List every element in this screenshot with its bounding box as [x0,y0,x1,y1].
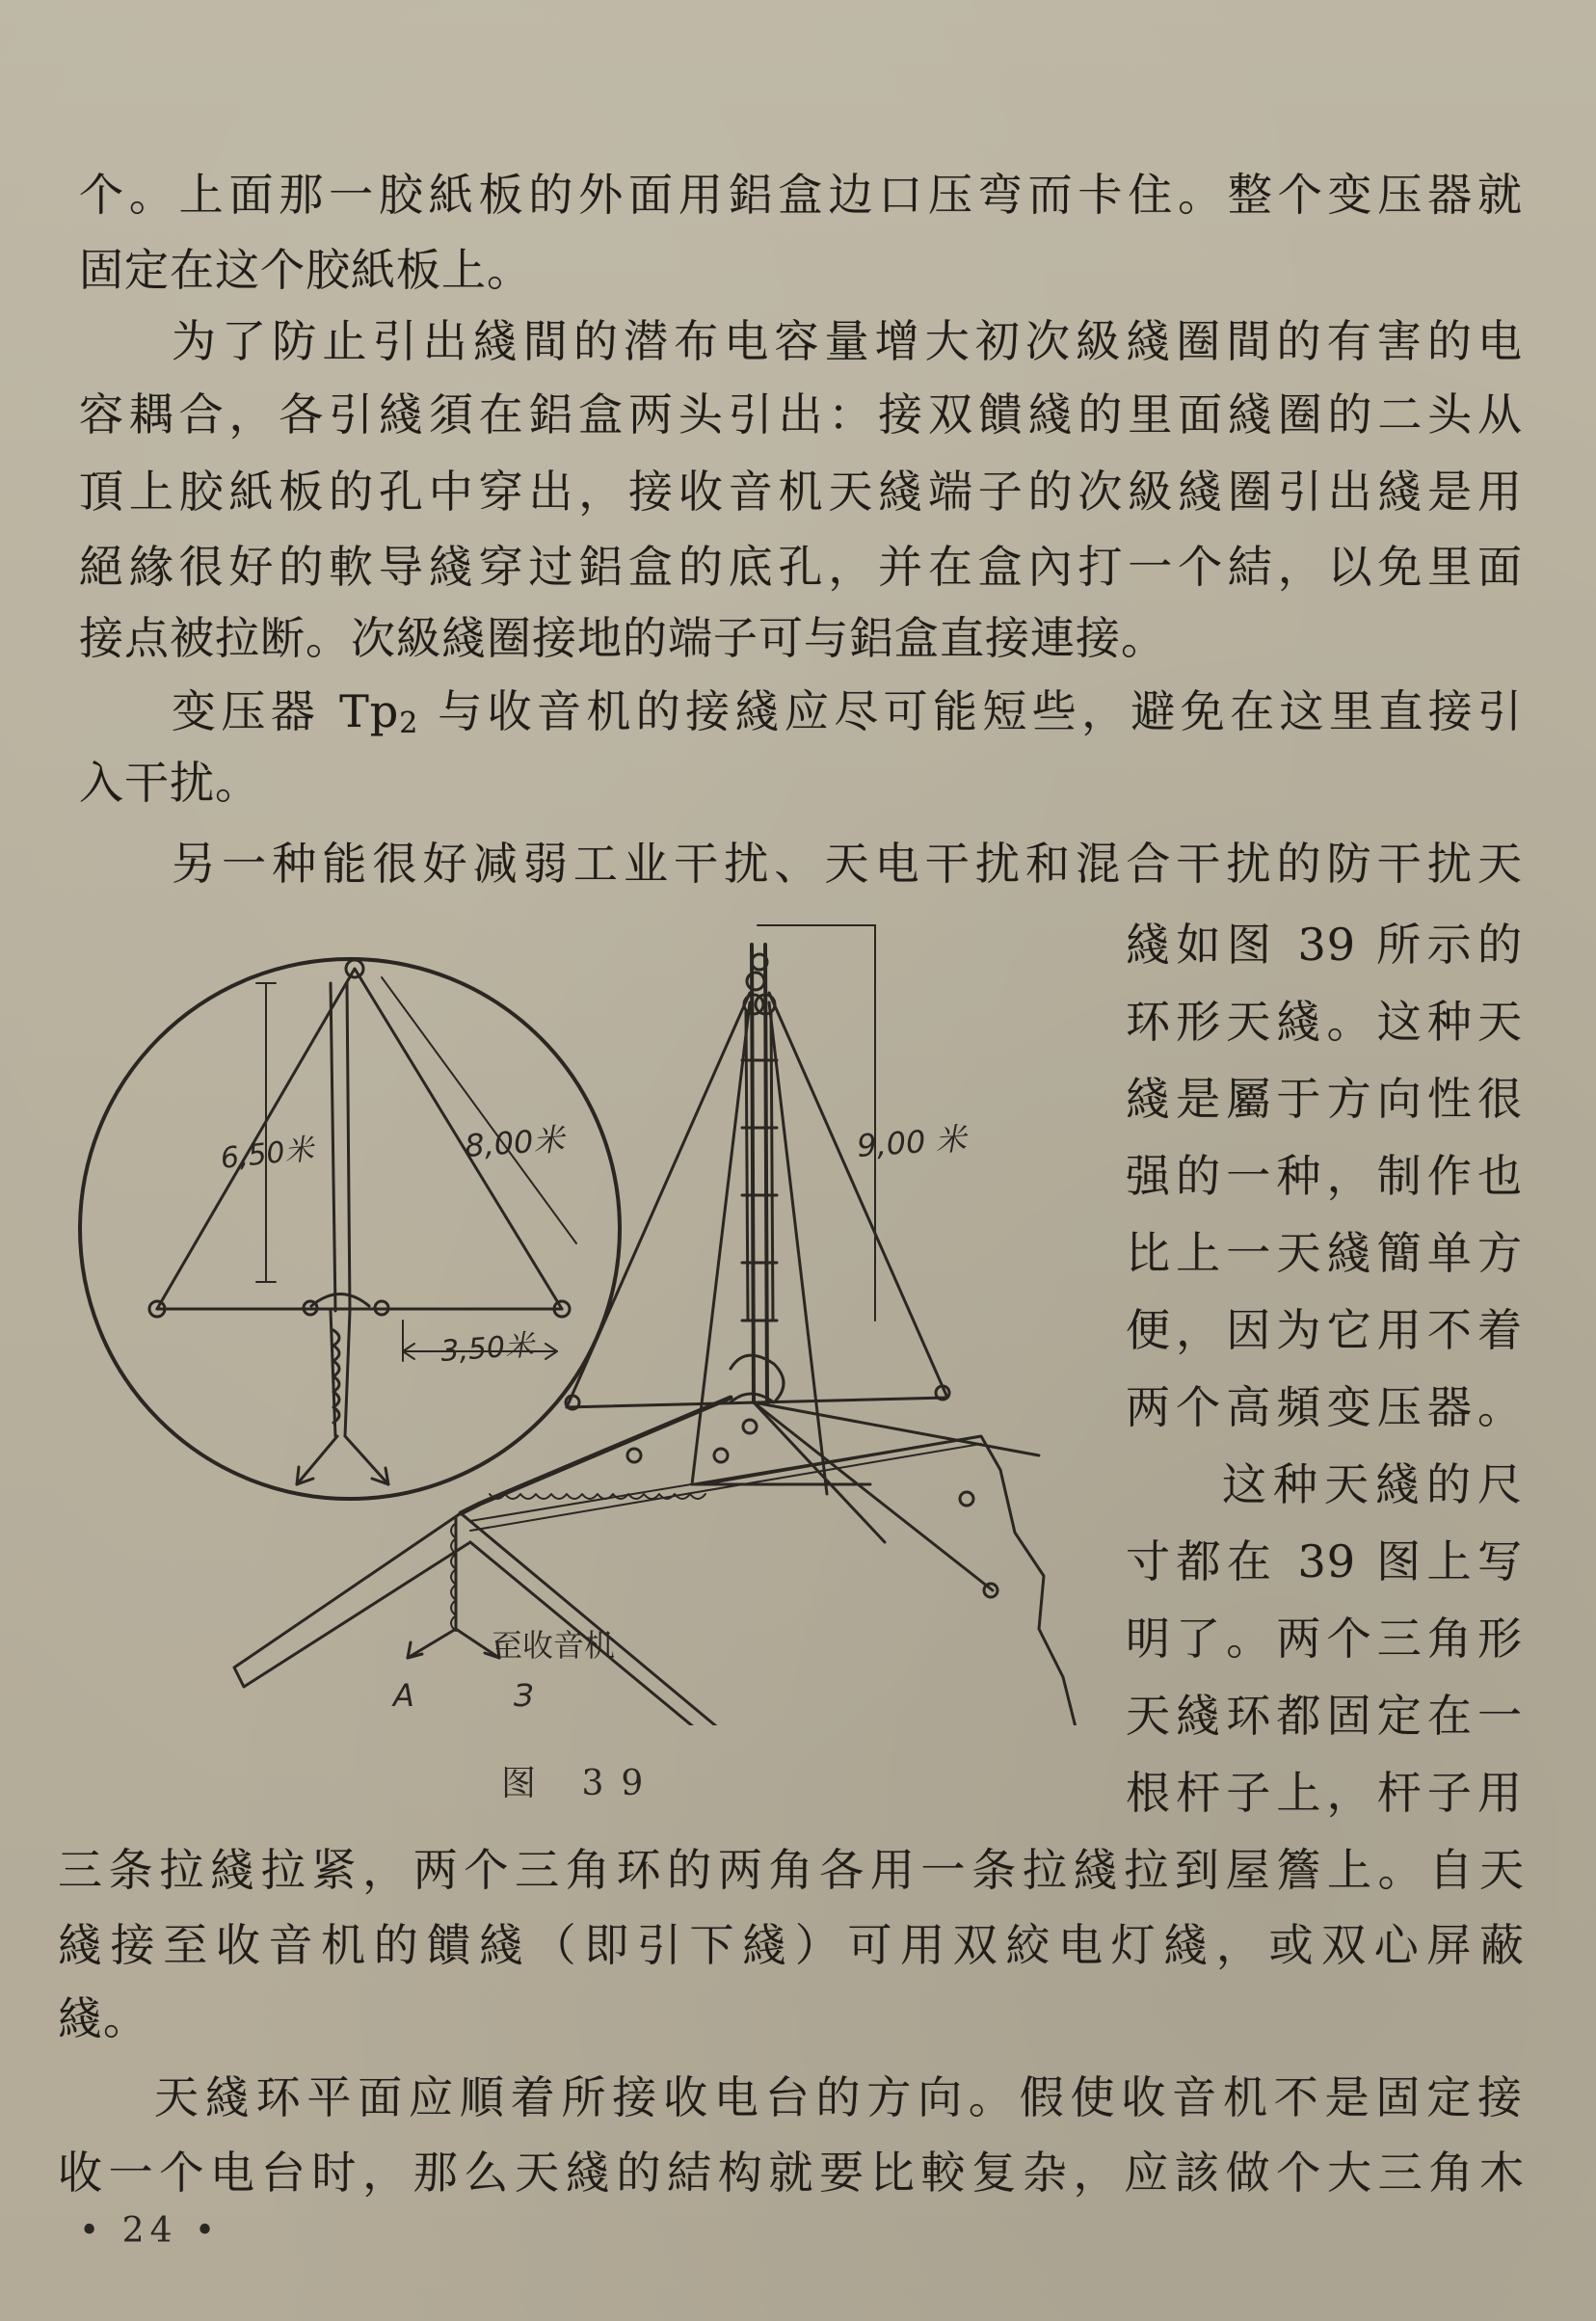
text-line: 比上一天綫簡单方 [1126,1227,1523,1279]
dimension-side-label: 8,00米 [463,1120,566,1164]
figure-caption: 图 39 [501,1764,661,1803]
terminal-a-label: A [393,1677,414,1714]
text-line: 强的一种，制作也 [1126,1150,1523,1202]
text-line: 絕緣很好的軟导綫穿过鋁盒的底孔，并在盒內打一个結，以免里面 [79,541,1523,593]
text-line: 三条拉綫拉紧，两个三角环的两角各用一条拉綫拉到屋簷上。自天 [58,1844,1525,1896]
text-line: 綫接至收音机的饋綫（即引下綫）可用双絞电灯綫，或双心屏蔽 [58,1919,1525,1971]
mast-assembly [461,925,1039,1597]
text-line: 根杆子上，杆子用 [1126,1767,1523,1819]
text-line: 綫。 [58,1992,148,2044]
roof-structure [234,1436,1077,1725]
text-line: 寸都在 39 图上写 [1126,1535,1523,1587]
dimension-base-label: 3,50米 [439,1328,536,1369]
text-line: 容耦合，各引綫須在鋁盒两头引出：接双饋綫的里面綫圈的二头从 [79,388,1523,440]
text-line: 个。上面那一胶紙板的外面用鋁盒边口压弯而卡住。整个变压器就 [79,169,1523,221]
terminal-b-label: З [514,1677,534,1714]
inset-detail [80,959,620,1499]
text-line: 明了。两个三角形 [1126,1613,1523,1665]
subscript: 2 [399,707,419,740]
text-line: 入干扰。 [79,757,260,809]
text-line: 綫如图 39 所示的 [1126,919,1523,971]
text-line: 固定在这个胶紙板上。 [79,244,532,296]
text-line: 天綫环平面应順着所接收电台的方向。假使收音机不是固定接 [154,2071,1523,2123]
text-line: 收一个电台时，那么天綫的結构就要比較复杂，应該做个大三角木 [58,2147,1525,2199]
text-line-with-subscript [172,684,1523,751]
text-line: 两个高頻变压器。 [1126,1381,1523,1433]
dimension-height-label: 6,50米 [219,1133,316,1176]
page-number: • 24 • [79,2211,222,2251]
text-line: 綫是屬于方向性很 [1126,1073,1523,1125]
text-line: 这种天綫的尺 [1222,1458,1523,1510]
text-line: 便，因为它用不着 [1126,1304,1523,1356]
dimension-mast-label: 9,00 米 [855,1120,968,1164]
figure-39-antenna-illustration [75,916,1116,1725]
text-fragment: 与收音机的接綫应尽可能短些，避免在这里直接引 [418,685,1523,737]
text-line: 为了防止引出綫間的潜布电容量增大初次級綫圈間的有害的电 [172,315,1523,367]
text-line: 另一种能很好减弱工业干扰、天电干扰和混合干扰的防干扰天 [172,838,1523,890]
to-receiver-label: 至收音机 [492,1627,616,1664]
text-fragment: 变压器 Tp [172,685,400,737]
text-line: 頂上胶紙板的孔中穿出，接收音机天綫端子的次級綫圈引出綫是用 [79,466,1523,518]
text-line: 天綫环都固定在一 [1126,1690,1523,1742]
text-line: 环形天綫。这种天 [1126,996,1523,1048]
text-line: 接点被拉断。次級綫圈接地的端子可与鋁盒直接連接。 [79,612,1166,664]
